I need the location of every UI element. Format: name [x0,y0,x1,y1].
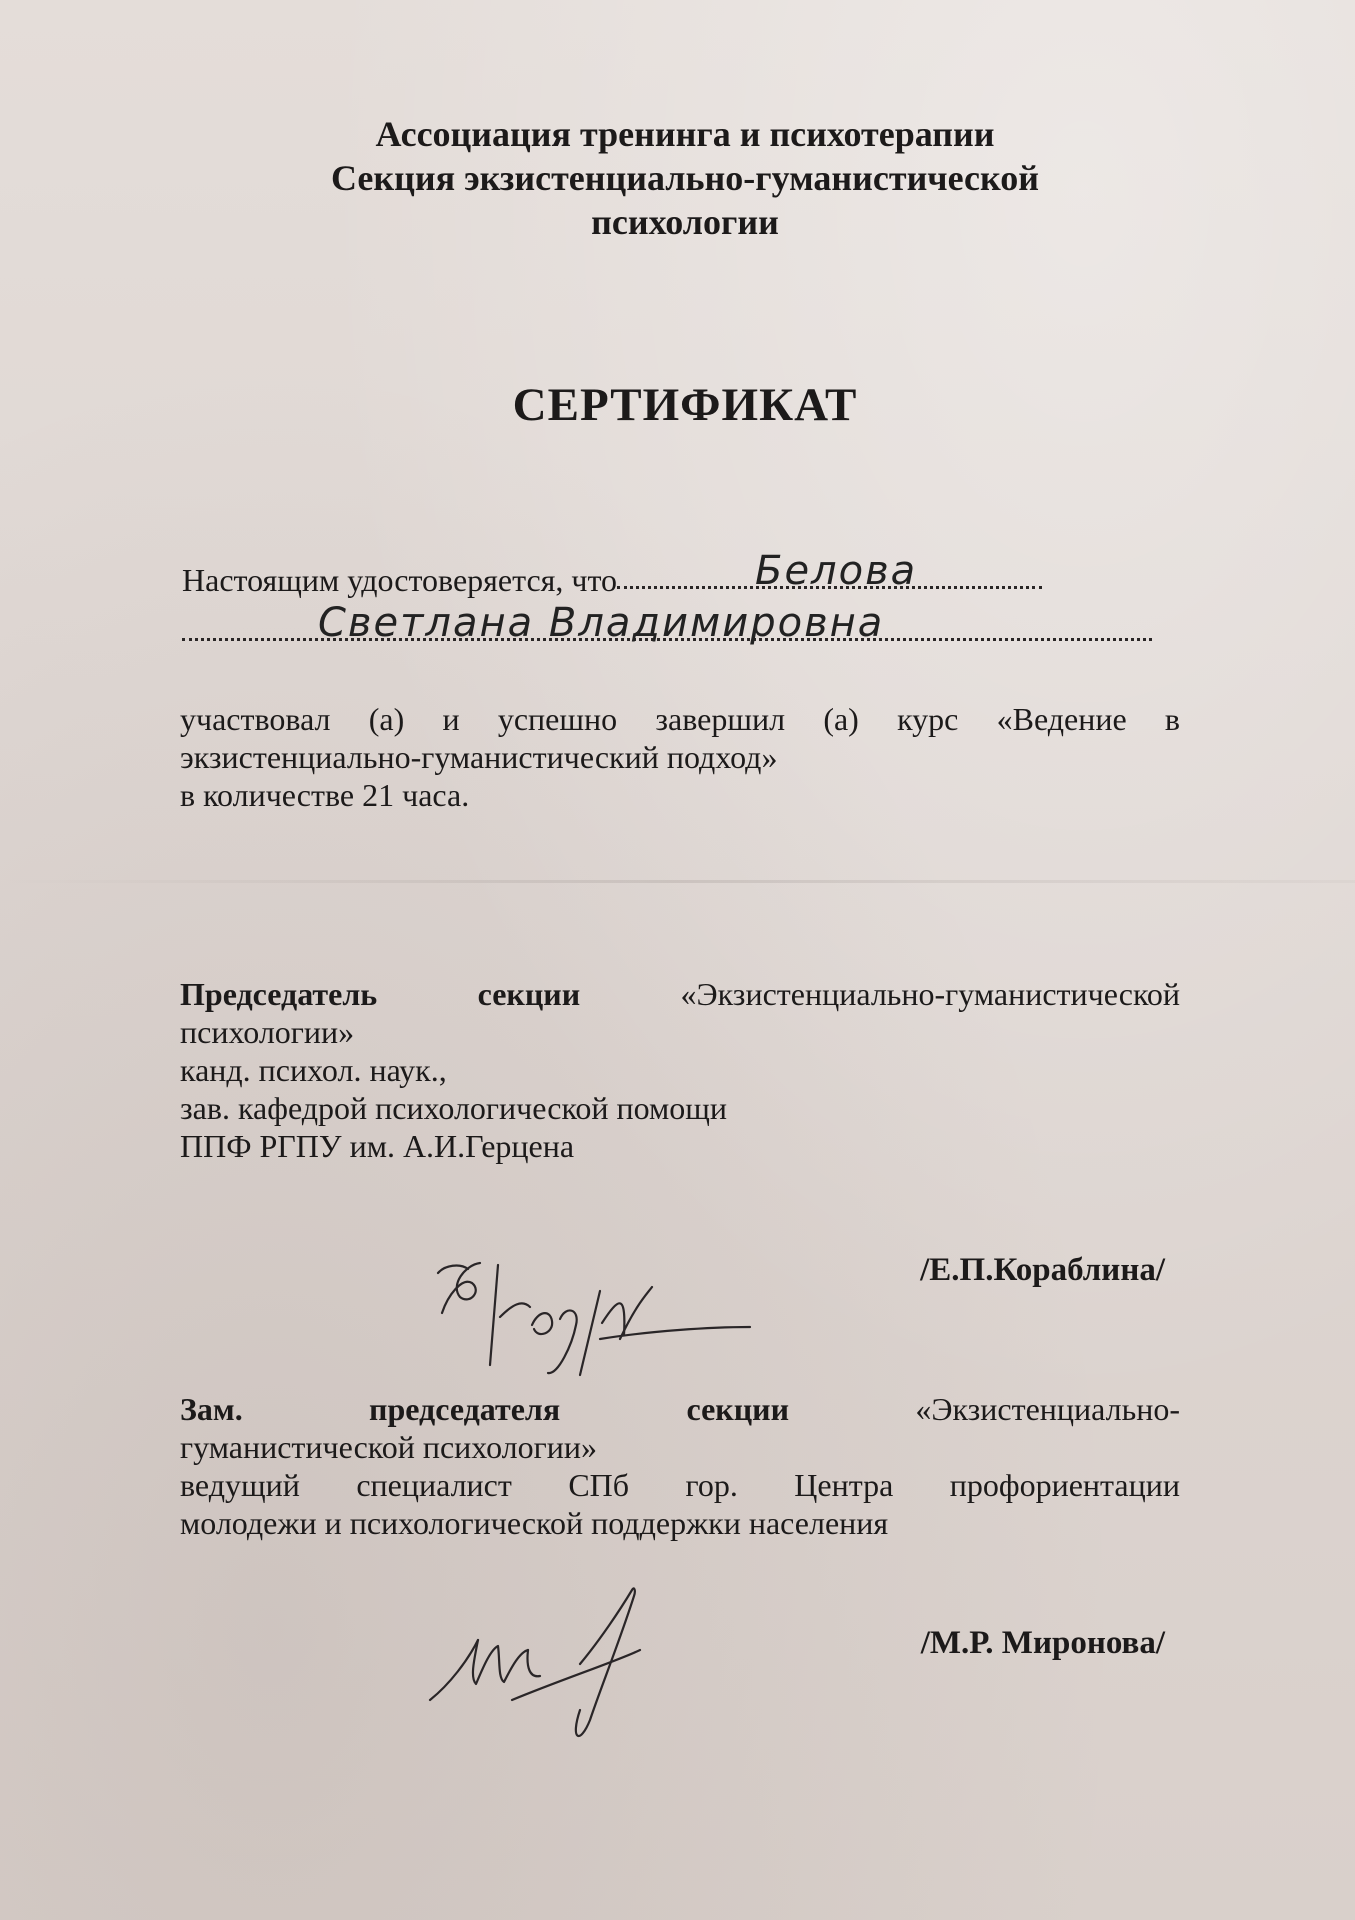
course-line-3: в количестве 21 часа. [180,777,470,813]
chair-name: /Е.П.Кораблина/ [920,1252,1165,1288]
chair-line-2: психологии» [180,1014,355,1050]
course-line-1: участвовал (а) и успешно завершил (а) курс «Ведение в [180,701,1180,737]
chair-line-3: канд. психол. наук., [180,1052,447,1088]
certify-prefix: Настоящим удостоверяется, что [182,562,618,598]
header-line-1: Ассоциация тренинга и психотерапии [375,114,995,154]
deputy-title-line [180,1390,1180,1428]
chair-title-bold: Председатель секции [180,976,581,1012]
deputy-title-rest: «Экзистенциально- [915,1391,1180,1427]
chair-line-5: ППФ РГПУ им. А.И.Герцена [180,1128,575,1164]
deputy-block [180,1390,1180,1542]
chair-title-rest: «Экзистенциально-гуманистической [680,976,1180,1012]
deputy-signature-icon [420,1580,740,1750]
organization-header [180,112,1190,244]
header-line-3: психологии [591,202,779,242]
chair-signature-icon [420,1235,760,1385]
paper-fold [0,880,1355,883]
deputy-line-2: гуманистической психологии» [180,1429,597,1465]
handwritten-given-names: Светлана Владимировна [318,600,885,646]
handwritten-surname: Белова [755,548,918,594]
deputy-line-3: ведущий специалист СПб гор. Центра профориентации [180,1467,1180,1503]
chair-title-line [180,975,1180,1013]
deputy-name: /М.Р. Миронова/ [920,1625,1165,1661]
header-line-2: Секция экзистенциально-гуманистической [330,158,1040,198]
course-paragraph [180,700,1180,814]
chair-line-4: зав. кафедрой психологической помощи [180,1090,728,1126]
deputy-title-bold: Зам. председателя секции [180,1391,790,1427]
certificate-title: СЕРТИФИКАТ [512,379,858,431]
chair-block [180,975,1180,1165]
course-line-2: экзистенциально-гуманистический подход» [180,739,778,775]
deputy-line-4: молодежи и психологической поддержки населения [180,1505,889,1541]
